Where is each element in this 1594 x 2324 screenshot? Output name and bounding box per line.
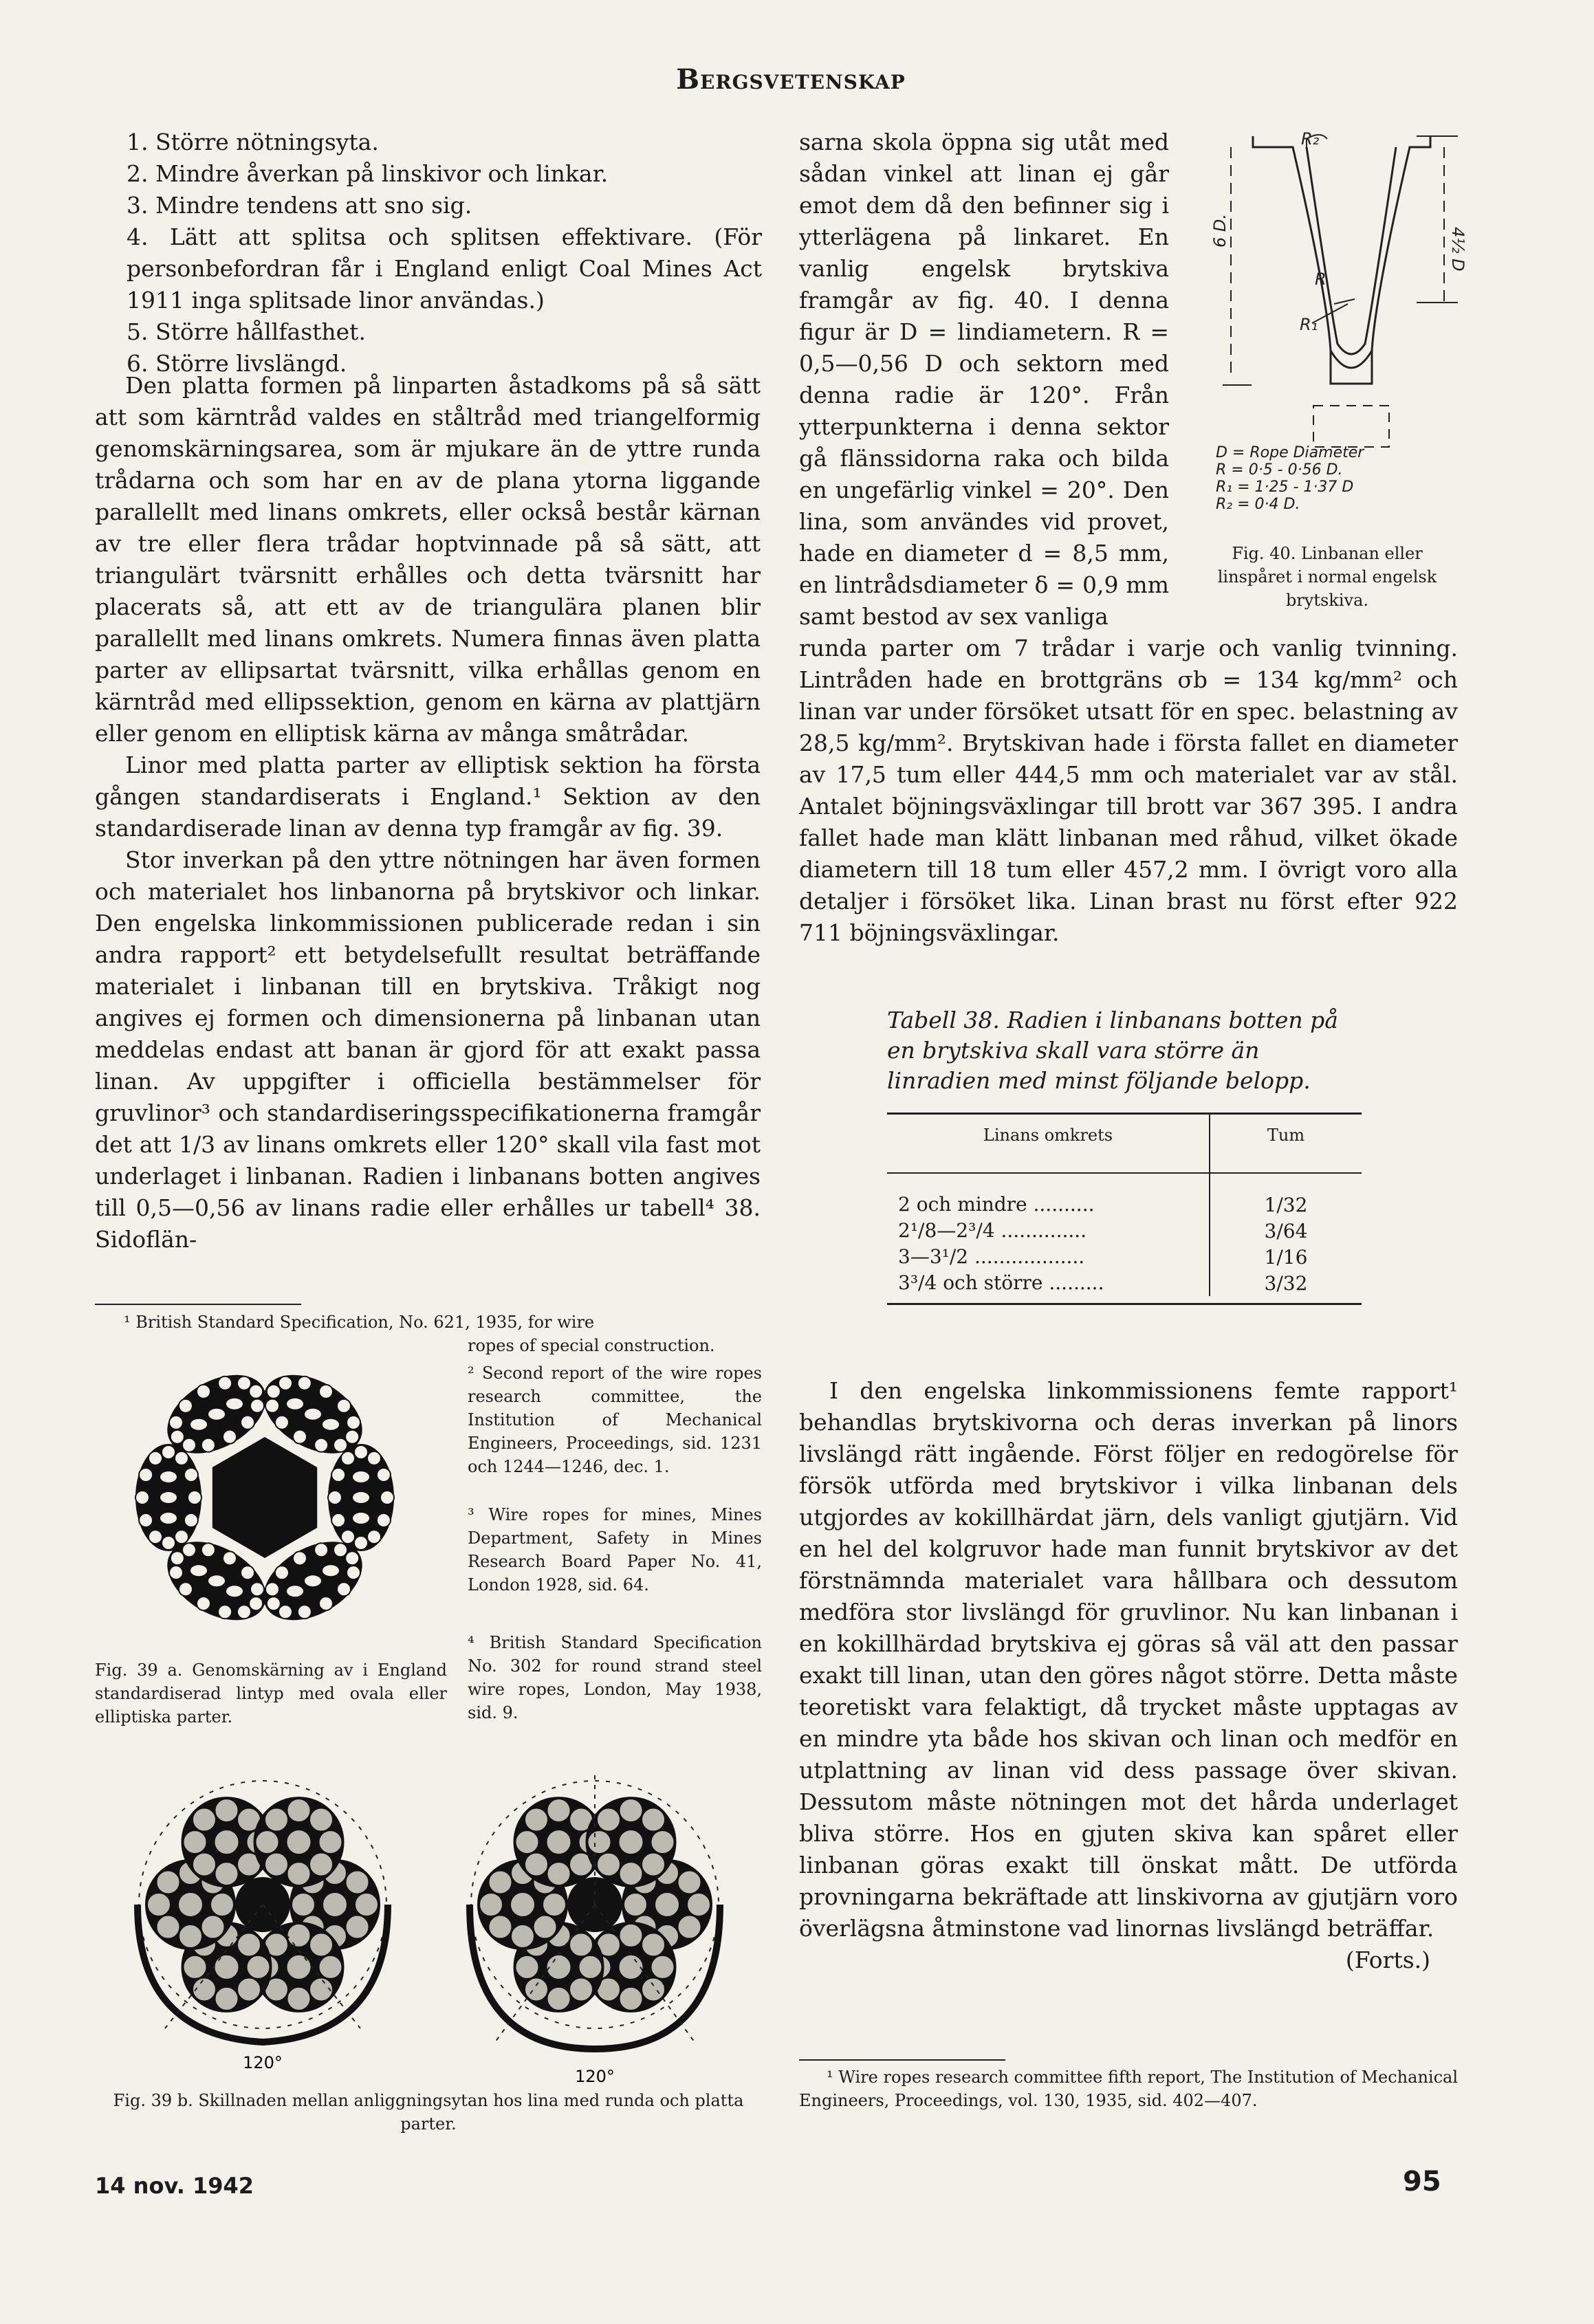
strand <box>586 1797 677 1887</box>
wire <box>287 1399 303 1410</box>
footnote-3: ³ Wire ropes for mines, Mines Department, Safety in Mines Research Board Paper No. 41, London 1928, sid. 64. <box>468 1505 762 1594</box>
wire <box>319 1955 342 1979</box>
wire <box>525 1853 548 1876</box>
wire <box>208 1575 225 1586</box>
paragraph: runda parter om 7 trådar i varje och vanlig tvinning. Lintråden hade en brottgräns σb = 134 kg/mm² och linan var under försöket utsatt för en spec. belastning av 28,5 kg/mm². Brytskivan hade i första fallet en diameter av 17,5 tum eller 444,5 mm och materialet var av stål. Antalet böjningsväxlingar till brott var 367 395. I andra fallet hade man klätt linbanan med råhud, vilket ökade diametern till 18 tum eller 457,2 mm. I övrigt voro alla detaljer i försöket lika. Linan brast nu först efter 922 711 böjningsväxlingar. <box>799 635 1458 946</box>
wire <box>309 1808 333 1832</box>
label-R2: R₂ <box>1301 129 1320 149</box>
paragraph: Den platta formen på linparten åstadkoms på så sätt att som kärntråd valdes en ståltråd med triangelformig genomskärningsarea, som är mjukare än de yttre runda trådarna och som har en av de plana ytorna liggande parallellt med linans omkrets, eller också består kärnan av tre eller flera trådar hoptvinnade på så sätt, att triangulärt tvärsnitt erhålles och detta tvärsnitt har placerats så, att ett av de triangulära planen blir parallellt med linans omkrets. Numera finnas även platta parter av ellipsartat tvärsnitt, vilka erhållas genom en kärntråd med ellipssektion, genom en kärna av plattjärn eller genom en elliptisk kärna av många småtrådar. <box>95 372 761 747</box>
wire <box>287 1586 303 1597</box>
wire <box>287 1987 311 2010</box>
wire <box>346 1870 369 1894</box>
table38 <box>887 1112 1362 1305</box>
paragraph: I den engelska linkommissionens femte rapport¹ behandlas brytskivorna och deras inverkan på linors livslängd rätt ingående. Först följer en redogörelse för försök utförda med brytskivor i vilka linbanan dels utgjordes av kokillhärdat järn, dels vanligt gjutjärn. Vid en hel del kolgruvor hade man funnit brytskivor av det förstnämnda materialet vara hållbara och dessutom medföra stor livslängd för gruvlinor. Nu kan linbanan i en kokillhärdad brytskiva ej göras så väl att den passar exakt till linan, utan den göres något större. Detta måste teoretiskt vara felaktigt, då trycket måste upptagas av en mindre yta både hos skivan och linan och medför en utplattning av linan vid dess passage över skivan. Dessutom måste nötningen mot det hårda underlaget bliva större. Hos en gjuten skiva kan spåret eller linbanan göras exakt till önskat mått. De utförda provningarna bekräftade att linskivorna av gjutjärn voro överlägsna åtminstone vad linornas livslängd beträffar. <box>799 1377 1458 1942</box>
list-item: 1. Större nötningsyta. <box>127 129 379 155</box>
wire <box>226 1399 243 1410</box>
fig39a-rope-cross-section <box>113 1353 416 1642</box>
wire <box>642 1853 665 1876</box>
wire <box>171 1430 184 1444</box>
fig39b-caption: Fig. 39 b. Skillnaden mellan anliggningsytan hos lina med runda och platta parter. <box>113 2091 744 2134</box>
wire <box>547 1862 571 1885</box>
wire <box>678 1916 701 1939</box>
wire <box>588 1830 611 1854</box>
wire <box>305 1575 321 1586</box>
footnote-right: ¹ Wire ropes research committee fifth report, The Institution of Mechanical Engineers, Proceedings, vol. 130, 1935, sid. 402—407. <box>799 2068 1458 2110</box>
wire <box>525 1808 548 1832</box>
wire <box>547 1799 571 1822</box>
page-number: 95 <box>1403 2166 1441 2197</box>
wire <box>334 1438 347 1452</box>
wire <box>279 1377 292 1390</box>
wire <box>547 1830 571 1854</box>
strand <box>328 1444 394 1551</box>
wire <box>293 1551 307 1565</box>
list-item: 5. Större hållfasthet. <box>127 318 366 345</box>
wire <box>367 1451 381 1465</box>
wire <box>193 1853 216 1876</box>
wire <box>156 1916 179 1939</box>
wire <box>184 1955 207 1979</box>
wire <box>323 1892 347 1917</box>
wire <box>179 1582 193 1596</box>
paragraph: Stor inverkan på den yttre nötningen har även formen och materialet hos linbanorna på brytskivor och linkar. Den engelska linkommissionen publicerade redan i sin andra rapport² ett betydelsefullt resultat beträffande materialet i linbanan till en brytskiva. Tråkigt nog angives ej formen och dimensionerna på linbanan utan meddelas endast att banan är gjord för att exakt passa linan. Av uppgifter i officiella bestämmelser för gruvlinor³ och standardiseringsspecifikationerna framgår det att 1/3 av linans omkrets eller 120° skall vila fast mot underlaget i linbanan. Radien i linbanans botten angives till 0,5—0,56 av linans radie eller erhålles ur tabell⁴ 38. Sidoflän- <box>95 846 761 1253</box>
wire <box>620 1987 643 2010</box>
wire <box>215 1987 239 2010</box>
wire <box>323 1419 339 1430</box>
label-6D: 6 D. <box>1210 213 1230 248</box>
wire <box>510 1892 535 1917</box>
wire <box>337 1399 351 1413</box>
wire <box>642 1933 665 1956</box>
wire <box>250 1399 264 1413</box>
wire <box>241 1566 254 1579</box>
wire <box>678 1870 701 1894</box>
wire <box>250 1582 264 1596</box>
wire <box>265 1582 279 1596</box>
wire <box>293 1430 307 1444</box>
wire <box>190 1419 207 1430</box>
running-header <box>619 63 963 96</box>
wire <box>184 1468 198 1482</box>
wire <box>334 1543 347 1557</box>
wire <box>511 1925 534 1948</box>
wire <box>337 1582 351 1596</box>
wire <box>619 1830 644 1854</box>
wire <box>353 1492 369 1503</box>
paragraph: sarna skola öppna sig utåt med sådan vinkel att linan ej går emot dem då den befinner sig i ytterlägena på linkaret. En vanlig engelsk brytskiva framgår av fig. 40. I denna figur är D = lindiametern. R = 0,5—0,56 D och sektorn med denna radie är 120°. Från ytterpunkterna i denna sektor gå flänssidorna raka och bilda en ungefärlig vinkel = 20°. Den lina, som användes vid provet, hade en diameter d = 8,5 mm, en lintrådsdiameter δ = 0,9 mm samt bestod av sex vanliga <box>799 129 1169 630</box>
wire <box>201 1916 225 1939</box>
wire <box>190 1565 207 1576</box>
wire <box>347 1416 360 1429</box>
wire <box>569 1933 593 1956</box>
wire <box>237 1377 251 1390</box>
wire <box>215 1862 239 1885</box>
list-item: 6. Större livslängd. <box>127 350 347 377</box>
wire <box>319 1830 342 1854</box>
wire <box>579 1955 602 1979</box>
wire <box>479 1893 503 1916</box>
legend-line: R₁ = 1·25 - 1·37 D <box>1216 479 1354 496</box>
table-row: 2 och mindre .......... 1/32 <box>887 1192 1362 1218</box>
fig40-sheave-groove <box>1210 124 1467 454</box>
wire <box>287 1955 312 1980</box>
wire <box>162 1445 175 1459</box>
table-row: 2¹/8—2³/4 .............. 3/64 <box>887 1218 1362 1244</box>
wire <box>171 1551 184 1565</box>
wire <box>279 1605 292 1619</box>
label-R1: R₁ <box>1300 315 1318 334</box>
wire <box>182 1438 196 1452</box>
list-item: 3. Mindre tendens att sno sig. <box>127 192 472 219</box>
wire <box>210 1893 234 1916</box>
wire <box>197 1385 210 1399</box>
table38-grid <box>887 1115 1362 1296</box>
wire <box>353 1471 369 1482</box>
wire <box>162 1536 175 1550</box>
wire <box>341 1451 355 1465</box>
groove-outline <box>1253 136 1430 368</box>
wire <box>547 1987 571 2010</box>
wire <box>215 1799 239 1822</box>
wire <box>287 1924 311 1947</box>
wire <box>178 1892 203 1917</box>
wire <box>179 1925 202 1948</box>
wire <box>355 1893 378 1916</box>
footnote-rule <box>95 1304 301 1305</box>
wire <box>247 1955 270 1979</box>
wire <box>597 1808 620 1832</box>
wire <box>223 1430 237 1444</box>
wire <box>354 1536 368 1550</box>
wire <box>353 1513 369 1524</box>
wire <box>182 1543 196 1557</box>
forts-note: (Forts.) <box>1345 1947 1430 1973</box>
wire <box>547 1955 571 1980</box>
wire <box>208 1409 225 1420</box>
wire <box>651 1955 675 1979</box>
fig40-caption: Fig. 40. Linbanan eller linspåret i normal engelsk brytskiva. <box>1217 544 1437 610</box>
wire <box>237 1977 261 2001</box>
wire <box>256 1830 279 1854</box>
right-column-body <box>799 1375 1458 1976</box>
col-header: Linans omkrets <box>887 1115 1210 1173</box>
wire <box>215 1830 239 1854</box>
wire <box>265 1853 288 1876</box>
wire <box>516 1955 539 1979</box>
numbered-list <box>95 127 762 380</box>
wire <box>309 1853 333 1876</box>
wire <box>319 1385 333 1399</box>
wire <box>201 1438 215 1452</box>
wire <box>687 1893 710 1916</box>
wire <box>298 1377 312 1390</box>
wire <box>516 1830 539 1854</box>
wire <box>642 1808 665 1832</box>
label-R: R <box>1315 270 1326 289</box>
wire <box>380 1491 394 1504</box>
wire <box>655 1892 679 1917</box>
wire <box>169 1416 183 1429</box>
wire <box>179 1399 193 1413</box>
wire <box>298 1605 312 1619</box>
wire <box>265 1399 279 1413</box>
col-header: Tum <box>1210 1115 1362 1173</box>
wire <box>175 1530 188 1544</box>
wire <box>377 1468 391 1482</box>
wire <box>620 1799 643 1822</box>
wire <box>184 1830 207 1854</box>
right-column-continuation <box>799 633 1458 949</box>
wire <box>488 1870 512 1894</box>
wire <box>367 1530 381 1544</box>
wire <box>292 1893 315 1916</box>
wire <box>197 1597 210 1610</box>
left-column-body <box>95 370 761 1256</box>
rope-core <box>212 1437 317 1558</box>
table-header-row <box>887 1115 1362 1173</box>
wire <box>345 1430 359 1444</box>
wire <box>169 1566 183 1579</box>
wire <box>287 1799 311 1822</box>
wire <box>651 1830 675 1854</box>
wire <box>149 1530 162 1544</box>
wire <box>345 1551 359 1565</box>
label-4D: 4½ D <box>1448 227 1467 272</box>
angle-label-left: 120° <box>243 2053 283 2072</box>
list-item: 4. Lätt att splitsa och splitsen effektivare. (För personbefordran får i England enligt Coal Mines Act 1911 inga splitsade linor användas.) <box>127 223 762 314</box>
paragraph: Linor med platta parter av elliptisk sektion ha första gången standardiserats i England.¹ Sektion av den standardiserade linan av denna typ framgår av fig. 39. <box>95 752 761 842</box>
wire <box>156 1870 179 1894</box>
wire <box>160 1513 177 1524</box>
wire <box>193 1808 216 1832</box>
wire <box>139 1513 153 1527</box>
wire <box>135 1491 149 1504</box>
wire <box>226 1586 243 1597</box>
wire <box>218 1605 232 1619</box>
wire <box>305 1409 321 1420</box>
footnote-2: ² Second report of the wire ropes research committee, the Institution of Mechanical Engineers, Proceedings, sid. 1231 och 1244—1246, dec. 1. <box>468 1363 762 1476</box>
wire <box>287 1830 312 1854</box>
wire <box>354 1445 368 1459</box>
wire <box>275 1416 289 1429</box>
wire <box>218 1377 232 1390</box>
fig39a-caption: Fig. 39 a. Genomskärning av i England standardiserad lintyp med ovala eller elliptiska parter. <box>95 1660 447 1726</box>
wire <box>175 1451 188 1465</box>
right-column-top <box>799 127 1169 633</box>
wire <box>569 1977 593 2001</box>
wire <box>314 1543 328 1557</box>
table-row: 3³/4 och större ......... 3/32 <box>887 1270 1362 1296</box>
wire <box>267 1385 281 1399</box>
wire <box>215 1955 239 1980</box>
wire <box>160 1492 177 1503</box>
wire <box>149 1451 162 1465</box>
table-row: 3—3¹/2 .................. 1/16 <box>887 1244 1362 1270</box>
journal-title: Bergsvetenskap <box>676 63 906 96</box>
wire <box>249 1597 263 1610</box>
wire <box>525 1977 548 2001</box>
wire <box>267 1597 281 1610</box>
wire <box>275 1566 289 1579</box>
wire <box>534 1916 557 1939</box>
wire <box>341 1530 355 1544</box>
wire <box>624 1893 647 1916</box>
wire <box>314 1438 328 1452</box>
wire <box>241 1416 254 1429</box>
wire <box>287 1862 311 1885</box>
strand <box>135 1444 201 1551</box>
wire <box>331 1513 345 1527</box>
wire <box>597 1853 620 1876</box>
wire <box>249 1385 263 1399</box>
footnote-4: ⁴ British Standard Specification No. 302 for round strand steel wire ropes, London, May 1938, sid. 9. <box>468 1633 762 1722</box>
footnote-1: ¹ British Standard Specification, No. 621, 1935, for wire ropes of special construction. <box>124 1313 715 1355</box>
footnote-rule <box>799 2059 1005 2061</box>
wire <box>323 1565 339 1576</box>
wire <box>139 1468 153 1482</box>
wire <box>201 1543 215 1557</box>
legend-line: D = Rope Diameter <box>1216 444 1364 461</box>
wire <box>188 1491 201 1504</box>
legend-line: R = 0·5 - 0·56 D. <box>1216 461 1343 479</box>
wire <box>237 1605 251 1619</box>
wire <box>620 1862 643 1885</box>
wire <box>347 1566 360 1579</box>
wire <box>328 1491 342 1504</box>
angle-label-right: 120° <box>575 2067 615 2086</box>
wire <box>160 1471 177 1482</box>
wire <box>331 1468 345 1482</box>
fig39b-contact-diagram <box>110 1767 770 2090</box>
fig40-legend <box>1216 444 1450 513</box>
legend-line: R₂ = 0·4 D. <box>1216 496 1300 513</box>
wire <box>543 1893 566 1916</box>
wire <box>642 1977 665 2001</box>
wire <box>620 1924 643 1947</box>
wire <box>265 1808 288 1832</box>
wire <box>488 1916 512 1939</box>
wire <box>309 1933 333 1956</box>
wire <box>319 1597 333 1610</box>
wire <box>147 1893 171 1916</box>
wire <box>346 1916 369 1939</box>
wire <box>377 1513 391 1527</box>
strand <box>254 1797 345 1887</box>
footer-date: 14 nov. 1942 <box>95 2173 254 2199</box>
wire <box>237 1933 261 1956</box>
wire <box>619 1955 644 1980</box>
table38-caption: Tabell 38. Radien i linbanans botten på en brytskiva skall vara större än linradien med minst följande belopp. <box>887 1007 1338 1094</box>
wire <box>223 1551 237 1565</box>
wire <box>184 1513 198 1527</box>
list-item: 2. Mindre åverkan på linskivor och linkar. <box>127 160 609 187</box>
